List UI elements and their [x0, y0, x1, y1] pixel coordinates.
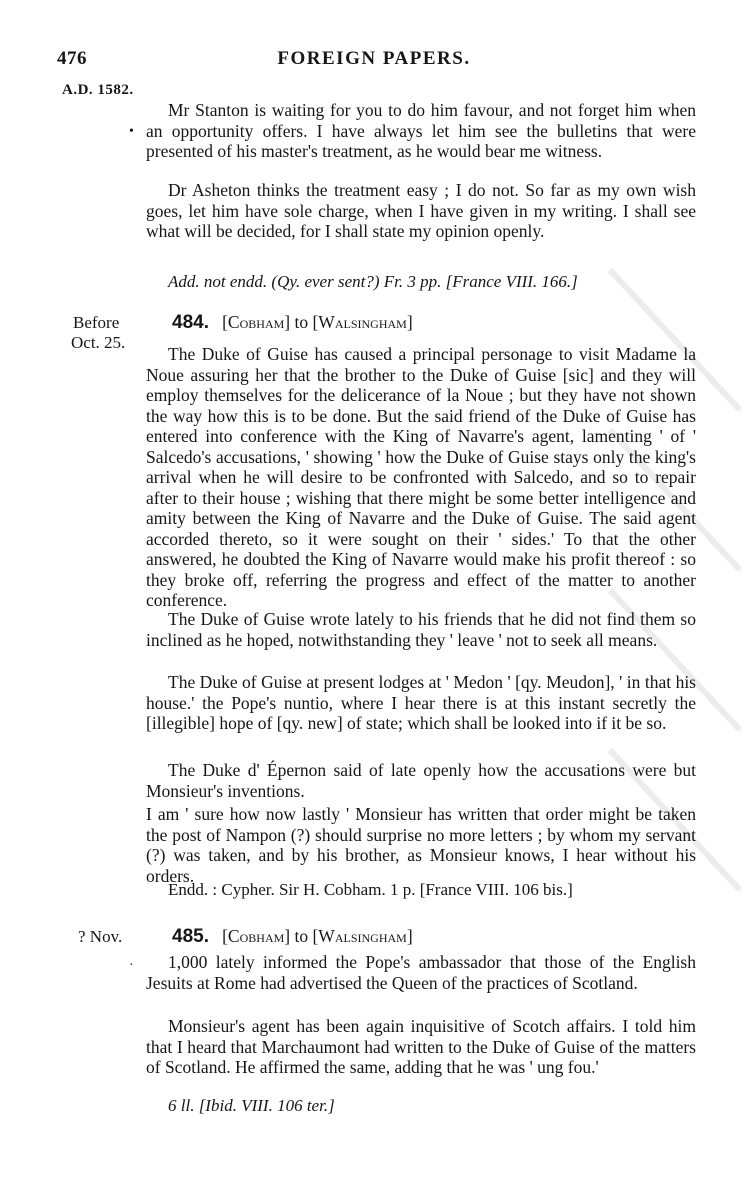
- entry-484-body-3: [146, 672, 696, 734]
- entry-485-paragraph-1: 1,000 lately informed the Pope's ambassador that those of the English Jesuits at Rome had advertised the Queen of the practices of Scotland.: [146, 952, 696, 993]
- year-margin-note: A.D. 1582.: [62, 82, 134, 98]
- entry-485-body: [146, 952, 696, 993]
- entry-485-number: 485.: [172, 926, 209, 947]
- margin-dot: •: [129, 124, 134, 139]
- entry-484-date-line-2: Oct. 25.: [71, 333, 126, 352]
- intro-endorsement: [168, 272, 696, 293]
- entry-485-sender: [Cobham]: [222, 926, 291, 946]
- entry-485-paragraph-2: Monsieur's agent has been again inquisitive of Scotch affairs. I told him that I heard that Marchaumont had written to the Duke of Guise of the matters of Scotland. He affirmed the same, adding that he was ' ung fou.': [146, 1016, 696, 1077]
- entry-484-recipient: [Walsingham]: [312, 312, 413, 332]
- entry-484-sender: [Cobham]: [222, 312, 291, 332]
- entry-484-paragraph-5: I am ' sure how now lastly ' Monsieur has written that order might be taken the post of Nampon (?) should surprise no more letters ; by whom my servant (?) was taken, and by his brother, as Monsieur knows, I hear without his orders.: [146, 804, 696, 886]
- entry-485-to: to: [294, 926, 309, 946]
- margin-dot: ·: [129, 958, 134, 973]
- entry-485-body-2: [146, 1016, 696, 1078]
- entry-484-body-5: [146, 804, 696, 886]
- entry-484-paragraph-2: The Duke of Guise wrote lately to his friends that he did not find them so inclined as he hoped, notwithstanding they ' leave ' not to seek all means.: [146, 609, 696, 650]
- entry-485-heading: [172, 926, 413, 948]
- entry-484-paragraph-3: The Duke of Guise at present lodges at ' Medon ' [qy. Meudon], ' in that his house.' the Pope's nuntio, where I hear there is at this instant secretly the [illegible] hope of [qy. new] of state; which shall be looked into if it be so.: [146, 672, 696, 733]
- running-title: FOREIGN PAPERS.: [277, 48, 471, 69]
- entry-484-to: to: [294, 312, 309, 332]
- intro-block-2: [146, 180, 696, 242]
- entry-484-endorsement: [168, 880, 696, 901]
- entry-484-paragraph-4: The Duke d' Épernon said of late openly how the accusations were but Monsieur's inventions.: [146, 760, 696, 801]
- entry-484-endorsement-text: Endd. : Cypher. Sir H. Cobham. 1 p. [France VIII. 106 bis.]: [168, 880, 573, 899]
- entry-484-body-4: [146, 760, 696, 801]
- intro-endorsement-text: Add. not endd. (Qy. ever sent?) Fr. 3 pp. [France VIII. 166.]: [168, 272, 578, 291]
- entry-485-recipient: [Walsingham]: [312, 926, 413, 946]
- intro-paragraph-1: Mr Stanton is waiting for you to do him favour, and not forget him when an opportunity offers. I have always let him see the bulletins that were presented of his master's treatment, as he would bear me witness.: [146, 100, 696, 161]
- page-number: 476: [57, 48, 87, 69]
- entry-484-date-line-1: Before: [73, 313, 120, 332]
- entry-484-body-2: [146, 609, 696, 650]
- entry-485-endorsement-text: 6 ll. [Ibid. VIII. 106 ter.]: [168, 1096, 335, 1115]
- entry-485-date: ? Nov.: [78, 927, 123, 946]
- entry-485-endorsement: [168, 1096, 696, 1117]
- entry-484-heading: [172, 312, 413, 334]
- entry-484-number: 484.: [172, 312, 209, 333]
- entry-484-body: [146, 344, 696, 611]
- intro-paragraph-2: Dr Asheton thinks the treatment easy ; I do not. So far as my own wish goes, let him have sole charge, when I have given in my writing. I shall see what will be decided, for I shall state my opinion openly.: [146, 180, 696, 241]
- intro-block: [146, 100, 696, 162]
- entry-484-paragraph-1: The Duke of Guise has caused a principal personage to visit Madame la Noue assuring her that the brother to the Duke of Guise [sic] and they will employ themselves for the delicerance of la Noue ; but they have not shown the way how this is to be done. But the said friend of the Duke of Guise has entered into conference with the King of Navarre's agent, lamenting ' of ' Salcedo's accusations, ' showing ' how the Duke of Guise stays only the king's arrival when he will desire to be confronted with Salcedo, and so to repair after to their house ; wishing that there might be some better intelligence and amity between the King of Navarre and the Duke of Guise. The said agent accorded thereto, so it were sought on their ' sides.' To that the other answered, he doubted the King of Navarre would make his profit thereof : so they broke off, referring the progress and effect of the matter to another conference.: [146, 344, 696, 610]
